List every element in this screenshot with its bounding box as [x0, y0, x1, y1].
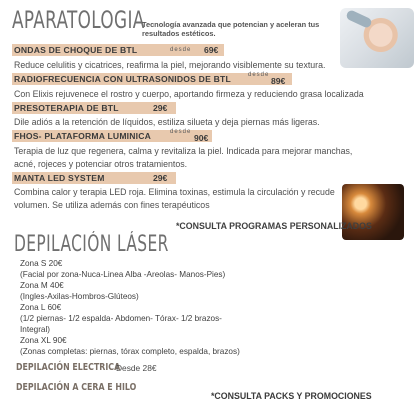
depilacion-title: DEPILACIÓN LÁSER [14, 232, 169, 257]
treatment-desc: Reduce celulitis y cicatrices, reafirma la piel, mejorando visiblemente su textura. [14, 60, 326, 70]
treatment-price: 29€ [153, 173, 168, 183]
zone-line: Zona M 40€ [20, 281, 64, 290]
treatment-desc: Combina calor y terapia LED roja. Elimina toxinas, estimula la circulación y recude [14, 187, 335, 197]
desde-label: desde [248, 72, 270, 78]
aparatologia-title: APARATOLOGIA [12, 6, 145, 34]
aparatologia-intro: Tecnología avanzada que potencian y aceleran tus resultados estéticos. [142, 20, 320, 38]
device-icon [345, 9, 373, 29]
treatment-desc: acné, rojeces y potenciar otros tratamientos. [14, 159, 188, 169]
consulta-programas: *CONSULTA PROGRAMAS PERSONALIZADOS [176, 221, 372, 231]
consulta-packs: *CONSULTA PACKS Y PROMOCIONES [211, 391, 372, 401]
facial-treatment-photo [340, 8, 414, 68]
treatment-desc: Dile adiós a la retención de líquidos, estiliza silueta y deja piernas más ligeras. [14, 117, 320, 127]
depilacion-cera-title: DEPILACIÓN A CERA E HILO [16, 382, 137, 393]
treatment-price: 69€ [204, 45, 219, 55]
zone-detail: (Facial por zona-Nuca-Linea Alba -Areolas- Manos-Pies) [20, 270, 226, 279]
desde-label: desde [170, 129, 192, 135]
treatment-name: MANTA LED SYSTEM [14, 173, 105, 183]
treatment-desc: volumen. Se utiliza además con fines terapéuticos [14, 200, 210, 210]
treatment-price: 29€ [153, 103, 168, 113]
treatment-price: 90€ [194, 133, 209, 143]
depilacion-electrica-title: DEPILACIÓN ELECTRICA [16, 362, 121, 373]
treatment-desc: Terapia de luz que regenera, calma y revitaliza la piel. Indicada para mejorar manchas, [14, 146, 353, 156]
zone-detail: (Zonas completas: piernas, tórax completo, espalda, brazos) [20, 347, 240, 356]
treatment-name: PRESOTERAPIA DE BTL [14, 103, 119, 113]
zone-line: Zona S 20€ [20, 259, 63, 268]
led-light-photo [342, 184, 404, 240]
treatment-desc: Con Elixis rejuvenece el rostro y cuerpo, aportando firmeza y reduciendo grasa localizada [14, 89, 364, 99]
treatment-name: FHOS- PLATAFORMA LUMINICA [14, 131, 152, 141]
treatment-price: 89€ [271, 76, 286, 86]
treatment-name: RADIOFRECUENCIA CON ULTRASONIDOS DE BTL [14, 74, 231, 84]
zone-detail: (Ingles-Axilas-Hombros-Glúteos) [20, 292, 139, 301]
zone-line: Zona XL 90€ [20, 336, 67, 345]
zone-detail: (1/2 piernas- 1/2 espalda- Abdomen- Tórax- 1/2 brazos- [20, 314, 222, 323]
desde-label: desde [170, 47, 192, 53]
zone-detail: Integral) [20, 325, 51, 334]
zone-line: Zona L 60€ [20, 303, 62, 312]
depilacion-electrica-price: Desde 28€ [116, 363, 157, 373]
treatment-name: ONDAS DE CHOQUE DE BTL [14, 45, 138, 55]
